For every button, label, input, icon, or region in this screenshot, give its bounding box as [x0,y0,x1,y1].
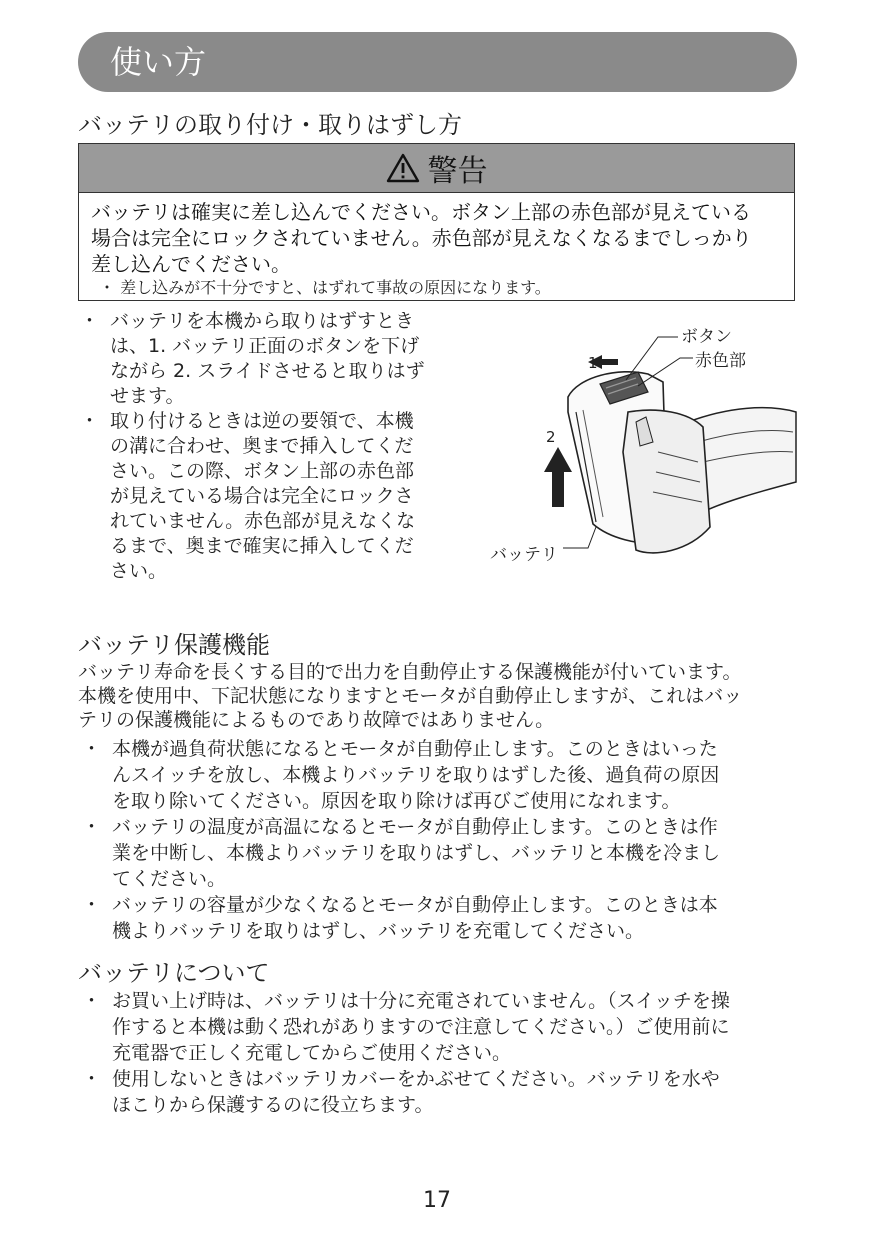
list-item [80,409,460,584]
list-line: が見えている場合は完全にロックさ [110,485,414,507]
list-line: の溝に合わせ、奥まで挿入してくだ [110,435,414,457]
list-line: ・ お買い上げ時は、バッテリは十分に充電されていません。（スイッチを操 [112,990,730,1012]
warning-text [91,199,782,277]
list-line: てください。 [112,868,227,890]
list-item [82,736,720,814]
list-line: 機よりバッテリを取りはずし、バッテリを充電してください。 [112,920,645,942]
label-battery: バッテリ [490,545,558,565]
warning-header [79,144,794,193]
intro-line: バッテリ寿命を長くする目的で出力を自動停止する保護機能が付いています。 [78,661,742,683]
list-line: せます。 [110,385,185,407]
list-line: るまで、奥まで確実に挿入してくだ [110,535,414,557]
list-line: ・ 使用しないときはバッテリカバーをかぶせてください。バッテリを水や [112,1068,720,1090]
list-item [82,892,720,944]
page-title: 使い方 [110,43,207,81]
protection-intro [78,660,742,732]
section-title-attach: バッテリの取り付け・取りはずし方 [78,111,462,139]
warning-box [78,143,795,301]
list-line: ・ バッテリの温度が高温になるとモータが自動停止します。このときは作 [112,816,718,838]
warning-note: ・ 差し込みが不十分ですと、はずれて事故の原因になります。 [99,278,551,297]
list-line: 作すると本機は動く恐れがありますので注意してください。）ご使用前に [112,1016,730,1038]
label-button: ボタン [681,327,732,347]
list-line: 業を中断し、本機よりバッテリを取りはずし、バッテリと本機を冷まし [112,842,721,864]
list-item [80,309,460,409]
list-line: 充電器で正しく充電してからご使用ください。 [112,1042,512,1064]
warning-heading: 警告 [427,154,488,189]
intro-line: テリの保護機能によるものであり故障ではありません。 [78,709,555,731]
list-line: ほこりから保護するのに役立ちます。 [112,1094,434,1116]
list-line: んスイッチを放し、本機よりバッテリを取りはずした後、過負荷の原因 [112,764,720,786]
step-1-label: 1 [588,354,598,372]
list-line: ・ バッテリの容量が少なくなるとモータが自動停止します。このときは本 [112,894,718,916]
list-line: を取り除いてください。原因を取り除けば再びご使用になれます。 [112,790,681,812]
list-line: は、1. バッテリ正面のボタンを下げ [110,335,420,357]
label-red-part: 赤色部 [695,351,746,371]
list-item [82,1066,730,1118]
install-instructions-list [80,309,460,584]
list-item [82,988,730,1066]
warning-icon [386,153,420,183]
page-number: 17 [423,1188,451,1213]
section-title-protection: バッテリ保護機能 [78,631,270,659]
warning-line: 差し込んでください。 [91,252,291,276]
intro-line: 本機を使用中、下記状態になりますとモータが自動停止しますが、これはバッ [78,685,743,707]
list-item [82,814,720,892]
list-line: ・ バッテリを本機から取りはずすとき [110,310,415,332]
list-line: さい。この際、ボタン上部の赤色部 [110,460,415,482]
warning-line: 場合は完全にロックされていません。赤色部が見えなくなるまでしっかり [91,226,752,250]
about-battery-list [82,988,730,1118]
list-line: れていません。赤色部が見えなくな [110,510,416,532]
header-bar [78,32,797,92]
section-title-about-battery: バッテリについて [78,959,270,987]
protection-list [82,736,720,944]
warning-line: バッテリは確実に差し込んでください。ボタン上部の赤色部が見えている [91,200,751,224]
battery-diagram [488,312,798,594]
list-line: さい。 [110,560,168,582]
list-line: ながら 2. スライドさせると取りはず [110,360,425,382]
step-2-label: 2 [546,428,556,446]
list-line: ・ 本機が過負荷状態になるとモータが自動停止します。このときはいった [112,738,718,760]
list-line: ・ 取り付けるときは逆の要領で、本機 [110,410,414,432]
